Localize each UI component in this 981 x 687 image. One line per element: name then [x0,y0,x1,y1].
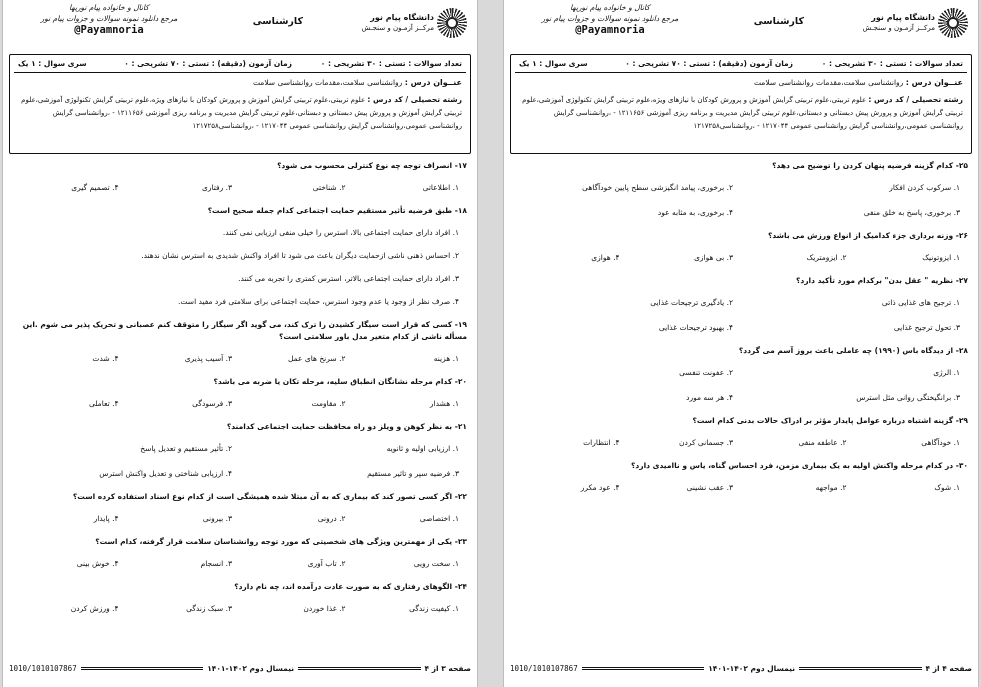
answer-option: ۴. انتظارات [583,438,620,447]
answer-option: ۳. فرسودگی [192,399,232,408]
question-text: ۱۹- کسی که قرار است سیگار کشیدن را ترک کند، می گوید اگر سیگار را متوقف کنم عصبانی و تحریک پذیر می شوم .این مسأله ناشی از کدام متغیر مدل باور سلامتی است؟ [22,320,467,341]
answer-option: ۱. کیفیت زندگی [409,604,459,613]
question-text: ۲۹- گزینه اشتباه درباره عوامل پایدار مؤثر بر ادراک حالات بدنی کدام است؟ [692,416,968,425]
exam-code: 1010/1010107867 [509,663,578,673]
answer-option: ۱. خودآگاهی [921,438,960,447]
university-logo-icon [437,8,467,38]
answer-options [13,513,467,524]
answer-option: ۳. انسجام [200,559,232,568]
answer-option: ۳. افراد دارای حمایت اجتماعی بالاتر، استرس کمتری را تجربه می کنند. [238,274,459,283]
answer-option: ۱. اطلاعاتی [422,183,459,192]
question-text: ۲۶- وزنه برداری جزء کدامیک از انواع ورزش می باشد؟ [768,231,968,240]
university-block [863,8,968,38]
answer-option: ۴. ورزش کردن [70,604,119,613]
term-label: نیمسال دوم ۱۴۰۲-۱۴۰۱ [207,663,295,673]
series-number: سری سوال : ۱ یک [519,59,588,68]
brand-line2: مرجع دانلود نمونه سوالات و جزوات پیام نور [40,14,178,23]
answer-option: ۴. بهبود ترجیحات غذایی [658,323,733,332]
answer-option: ۳. سبک زندگی [186,604,232,613]
answer-options [514,367,968,403]
page-footer [510,663,972,673]
answer-option: ۳. بیرونی [202,514,232,523]
answer-option: ۲. تأثیر مستقیم و تعدیل پاسخ [140,444,232,453]
exam-time: زمان آزمون (دقیقه) : تستی : ۷۰ تشریحی : ۰ [625,59,793,68]
brand-watermark [15,3,203,37]
answer-option: ۳. برانگیختگی روانی مثل استرس [856,393,960,402]
answer-option: ۱. سخت رویی [413,559,459,568]
answer-option: ۲. ایزومتریک [806,253,847,262]
exam-code: 1010/1010107867 [8,663,77,673]
exam-info-box [9,54,471,154]
answer-option: ۲. عفونت تنفسی [679,368,733,377]
brand-watermark [516,3,704,37]
answer-option: ۳. آسیب پذیری [184,354,232,363]
exam-page-3 [2,0,478,687]
brand-line1: کانال و خانواده پیام نوریها [570,3,650,12]
brand-line1: کانال و خانواده پیام نوریها [69,3,149,12]
answer-option: ۴. شدت [92,354,119,363]
university-name: دانشگاه پیام نور [370,13,434,22]
question-text: ۲۵- کدام گزینه فرضیه پنهان کردن را توضیح می دهد؟ [772,161,968,170]
question-text: ۱۸- طبق فرضیه تأثیر مستقیم حمایت اجتماعی کدام جمله صحیح است؟ [207,206,467,215]
answer-options [514,182,968,218]
answer-option: ۴. صرف نظر از وجود یا عدم وجود استرس، حمایت اجتماعی برای سلامتی فرد مفید است. [178,297,459,306]
series-number: سری سوال : ۱ یک [18,59,87,68]
course-title: عنــوان درس : روانشناسی سلامت،مقدمات روانشناسی سلامت [252,78,462,87]
answer-option: ۲. سرنخ های عمل [287,354,346,363]
university-block [362,8,467,38]
answer-option: ۴. تعاملی [88,399,119,408]
exam-time: زمان آزمون (دقیقه) : تستی : ۷۰ تشریحی : ۰ [124,59,292,68]
answer-options [13,227,467,307]
page-number: صفحه ۳ از ۴ [424,663,471,673]
answer-option: ۱. افراد دارای حمایت اجتماعی بالا، استرس را خیلی منفی ارزیابی نمی کنند. [222,228,459,237]
answer-option: ۱. الرژی [933,368,960,377]
degree-title: کارشناسی [252,16,303,27]
answer-option: ۳. فرضیه سپر و تاثیر مستقیم [367,469,459,478]
exam-page-4 [503,0,979,687]
answer-options [13,603,467,614]
answer-option: ۳. جسمانی کردن [678,438,733,447]
answer-option: ۴. برخوری، به مثابه عود [657,208,733,217]
answer-option: ۴. هر سه مورد [686,393,733,402]
question-text: ۲۲- اگر کسی تصور کند که بیماری که به آن مبتلا شده همیشگی است از کدام نوع اسناد استفاده کرده است؟ [72,492,467,501]
question-list [514,160,968,505]
answer-options [13,443,467,479]
answer-option: ۳. بی هوازی [694,253,733,262]
answer-option: ۲. تاب آوری [307,559,346,568]
answer-option: ۲. یادگیری ترجیحات غذایی [650,298,733,307]
answer-option: ۳. برخوری، پاسخ به خلق منفی [863,208,960,217]
answer-option: ۴. خوش بینی [76,559,119,568]
question-text: ۱۷- انصراف توجه چه نوع کنترلی محسوب می شود؟ [277,161,467,170]
question-count: تعداد سوالات : تستی : ۳۰ تشریحی : ۰ [821,59,963,68]
answer-option: ۲. درونی [317,514,346,523]
question-text: ۲۷- نظریه " عقل بدن" برکدام مورد تأکید دارد؟ [796,276,968,285]
answer-option: ۲. برخوری، پیامد انگیزشی سطح پایین خودآگاهی [582,183,733,192]
brand-line2: مرجع دانلود نمونه سوالات و جزوات پیام نور [541,14,679,23]
answer-option: ۱. اختصاصی [419,514,459,523]
question-text: ۲۴- الگوهای رفتاری که به صورت عادت درآمده اند، چه نام دارد؟ [234,582,467,591]
university-logo-icon [938,8,968,38]
answer-options [514,437,968,448]
answer-options [13,558,467,569]
university-name: دانشگاه پیام نور [871,13,935,22]
page-header [3,0,477,52]
exam-info-box [510,54,972,154]
answer-option: ۳. رفتاری [201,183,232,192]
answer-options [514,252,968,263]
question-text: ۲۰- کدام مرحله نشانگان انطباق سلیه، مرحله تکان یا ضربه می باشد؟ [213,377,467,386]
question-text: ۲۸- از دیدگاه باس (۱۹۹۰) چه عاملی باعث بروز آسم می گردد؟ [738,346,968,355]
answer-option: ۲. شناختی [312,183,346,192]
question-text: ۲۳- یکی از مهمترین ویژگی های شخصیتی که مورد توجه روانشناسان سلامت قرار گرفته، کدام است؟ [95,537,467,546]
term-label: نیمسال دوم ۱۴۰۲-۱۴۰۱ [708,663,796,673]
question-count: تعداد سوالات : تستی : ۳۰ تشریحی : ۰ [320,59,462,68]
brand-handle: @Payamnoria [575,24,645,36]
answer-option: ۱. هشدار [429,399,459,408]
answer-option: ۴. پایدار [93,514,119,523]
degree-title: کارشناسی [753,16,804,27]
answer-option: ۱. سرکوب کردن افکار [889,183,960,192]
answer-options [514,482,968,493]
answer-options [13,353,467,364]
answer-option: ۴. تصمیم گیری [71,183,119,192]
divider [515,72,967,73]
answer-options [514,297,968,333]
answer-option: ۲. مقاومت [311,399,346,408]
answer-option: ۲. مواجهه [815,483,847,492]
answer-option: ۱. ایزوتونیک [922,253,960,262]
answer-option: ۲. غذا خوردن [303,604,346,613]
answer-option: ۱. هزینه [433,354,459,363]
university-center: مرکــز آزمـون و سنجـش [361,24,434,32]
answer-options [13,182,467,193]
page-footer [9,663,471,673]
answer-option: ۱. شوک [934,483,960,492]
page-number: صفحه ۴ از ۴ [925,663,972,673]
answer-option: ۴. ارزیابی شناختی و تعدیل واکنش استرس [99,469,232,478]
answer-option: ۴. هوازی [591,253,620,262]
page-header [504,0,978,52]
divider [14,72,466,73]
answer-option: ۲. احساس ذهنی ناشی ازحمایت دیگران باعث می شود تا افراد واکنش شدیدی به استرس نشان ندهند. [141,251,459,260]
field-of-study: رشته تحصیلی / کد درس : علوم تربیتی،علوم تربیتی گرایش آموزش و پرورش کودکان با نیازهای ویژه،علوم تربیتی گرایش تکنولوژی آموزشی،علوم تربیتی گرایش آموزش و پرورش پیش دبستانی و دبستانی،علوم تربیتی گرایش مدیریت و برنامه ریزی آموزشی ۱۲۱۱۶۵۶ - ،روانشناسی گرایش روانشناسی عمومی،روانشناسی گرایش روانشناسی عمومی ۱۲۱۷۰۴۴ - ،روانشناسی۱۲۱۷۲۵۸ [522,95,963,130]
answer-option: ۳. تحول ترجیح غذایی [893,323,960,332]
course-title: عنــوان درس : روانشناسی سلامت،مقدمات روانشناسی سلامت [753,78,963,87]
answer-option: ۲. عاطفه منفی [798,438,847,447]
answer-option: ۱. ارزیابی اولیه و ثانویه [386,444,459,453]
question-text: ۲۱- به نظر کوهن و ویلز دو راه محافظت حمایت اجتماعی کدامند؟ [226,422,467,431]
brand-handle: @Payamnoria [74,24,144,36]
field-of-study: رشته تحصیلی / کد درس : علوم تربیتی،علوم تربیتی گرایش آموزش و پرورش کودکان با نیازهای ویژه،علوم تربیتی گرایش تکنولوژی آموزشی،علوم تربیتی گرایش آموزش و پرورش پیش دبستانی و دبستانی،علوم تربیتی گرایش مدیریت و برنامه ریزی آموزشی ۱۲۱۱۶۵۶ - ،روانشناسی گرایش روانشناسی عمومی،روانشناسی گرایش روانشناسی عمومی ۱۲۱۷۰۴۴ - ،روانشناسی۱۲۱۷۲۵۸ [21,95,462,130]
question-text: ۳۰- در کدام مرحله واکنش اولیه به یک بیماری مزمن، فرد احساس گناه، یاس و ناامیدی دارد؟ [631,461,968,470]
answer-option: ۴. عود مکرر [580,483,620,492]
university-center: مرکــز آزمـون و سنجـش [862,24,935,32]
answer-options [13,398,467,409]
answer-option: ۳. عقب نشینی [686,483,733,492]
answer-option: ۱. ترجیح های غذایی ذاتی [881,298,960,307]
question-list [13,160,467,626]
